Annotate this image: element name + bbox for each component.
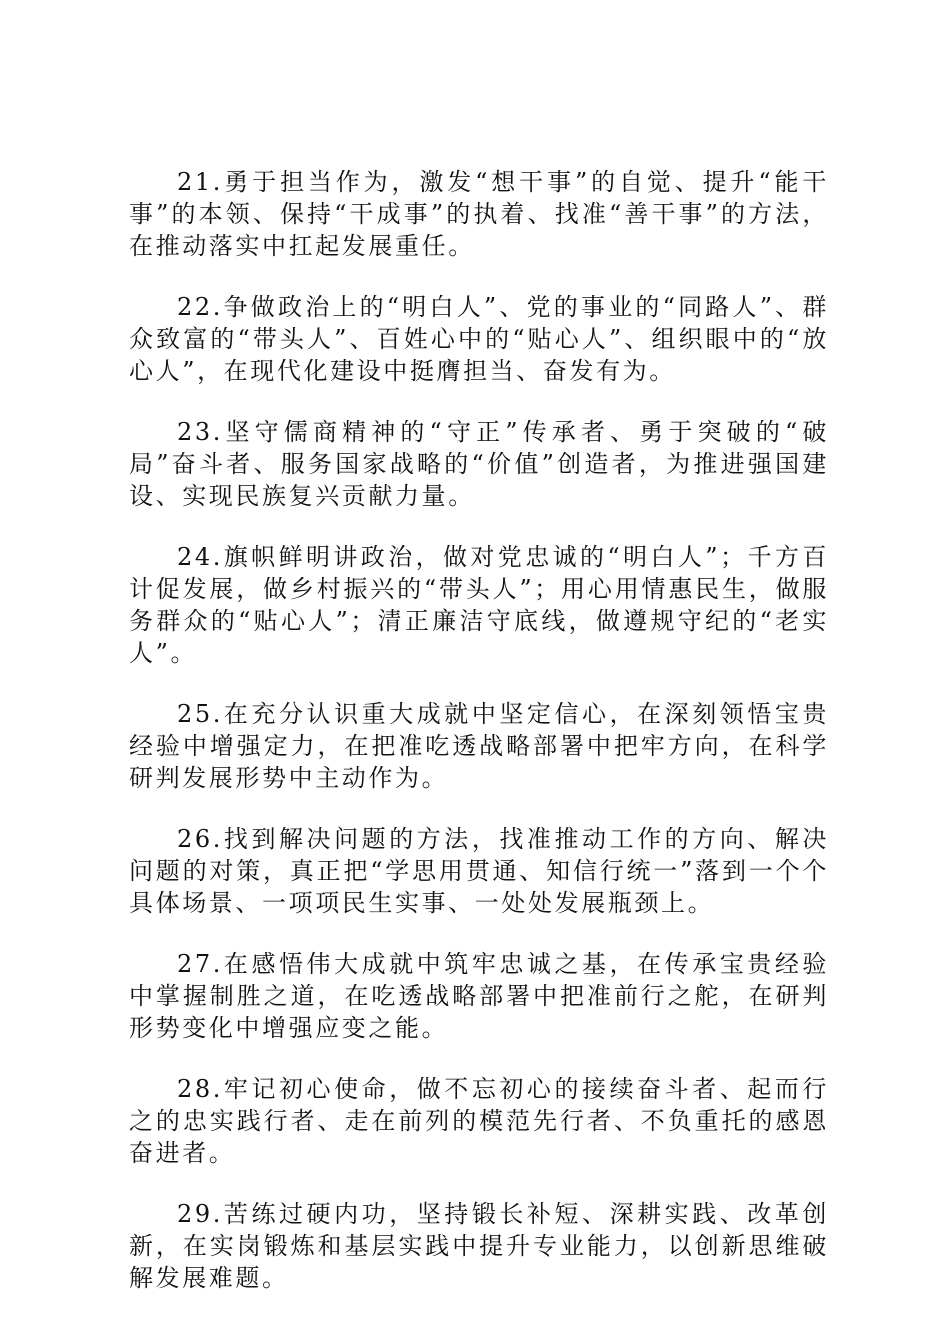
paragraph-21: 21.勇于担当作为，激发“想干事”的自觉、提升“能干事”的本领、保持“干成事”的执着、找准“善干事”的方法，在推动落实中扛起发展重任。 — [129, 168, 829, 260]
paragraph-26: 26.找到解决问题的方法，找准推动工作的方向、解决问题的对策，真正把“学思用贯通、知信行统一”落到一个个具体场景、一项项民生实事、一处处发展瓶颈上。 — [129, 825, 829, 917]
document-body — [129, 166, 829, 1323]
paragraph-27: 27.在感悟伟大成就中筑牢忠诚之基，在传承宝贵经验中掌握制胜之道，在吃透战略部署中把准前行之舵，在研判形势变化中增强应变之能。 — [129, 950, 829, 1042]
paragraph-28: 28.牢记初心使命，做不忘初心的接续奋斗者、起而行之的忠实践行者、走在前列的模范先行者、不负重托的感恩奋进者。 — [129, 1075, 829, 1167]
paragraph-29: 29.苦练过硬内功，坚持锻长补短、深耕实践、改革创新，在实岗锻炼和基层实践中提升专业能力，以创新思维破解发展难题。 — [129, 1200, 829, 1292]
paragraph-24: 24.旗帜鲜明讲政治，做对党忠诚的“明白人”；千方百计促发展，做乡村振兴的“带头人”；用心用情惠民生，做服务群众的“贴心人”；清正廉洁守底线，做遵规守纪的“老实人”。 — [129, 543, 829, 667]
paragraph-22: 22.争做政治上的“明白人”、党的事业的“同路人”、群众致富的“带头人”、百姓心中的“贴心人”、组织眼中的“放心人”，在现代化建设中挺膺担当、奋发有为。 — [129, 293, 829, 385]
paragraph-23: 23.坚守儒商精神的“守正”传承者、勇于突破的“破局”奋斗者、服务国家战略的“价值”创造者，为推进强国建设、实现民族复兴贡献力量。 — [129, 418, 829, 510]
paragraph-25: 25.在充分认识重大成就中坚定信心，在深刻领悟宝贵经验中增强定力，在把准吃透战略部署中把牢方向，在科学研判发展形势中主动作为。 — [129, 700, 829, 792]
